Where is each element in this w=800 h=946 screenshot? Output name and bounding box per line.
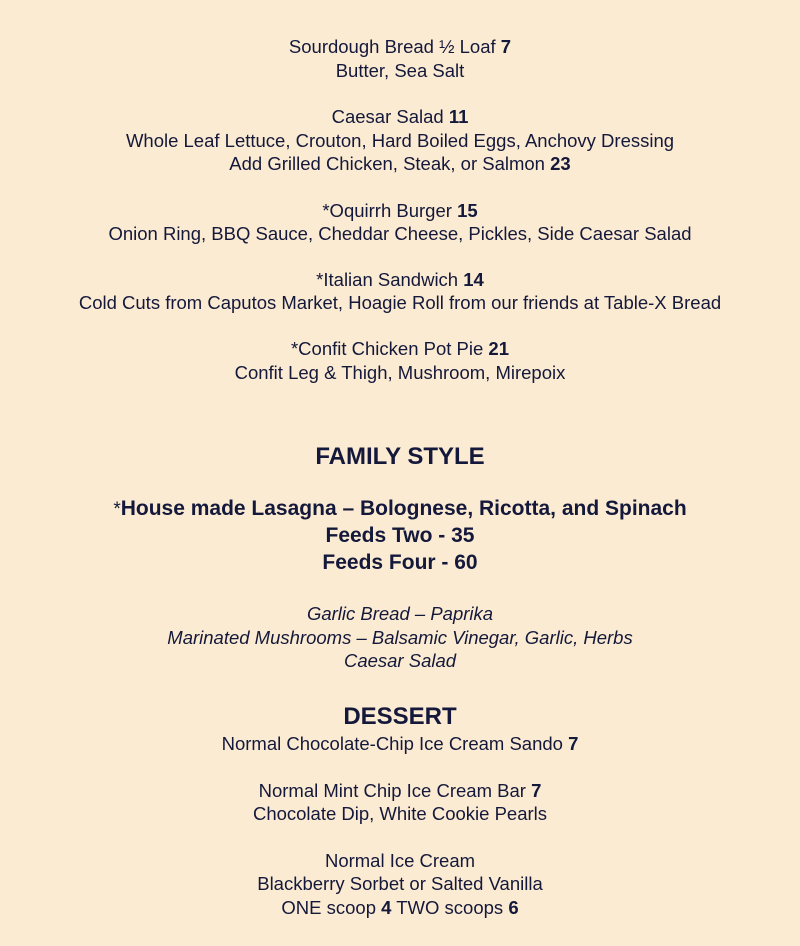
item-description: Confit Leg & Thigh, Mushroom, Mirepoix	[234, 362, 566, 383]
dessert-item-title	[0, 732, 800, 756]
one-scoop-price: 4	[381, 897, 392, 918]
menu-item-title	[0, 35, 800, 59]
family-style-heading: FAMILY STYLE	[315, 443, 485, 470]
item-price: 14	[463, 269, 484, 290]
feeds-four: Feeds Four - 60	[322, 551, 478, 574]
item-name: Caesar Salad	[331, 106, 444, 127]
side-item: Garlic Bread – Paprika	[306, 603, 494, 624]
asterisk: *	[113, 499, 121, 520]
item-name: *Italian Sandwich	[316, 269, 459, 290]
dessert-item-title	[0, 779, 800, 803]
lasagna-name: House made Lasagna – Bolognese, Ricotta, and Spinach	[120, 497, 687, 520]
dessert-item-title: Normal Ice Cream	[324, 850, 476, 871]
item-price: 7	[531, 780, 542, 801]
item-description: Blackberry Sorbet or Salted Vanilla	[257, 873, 543, 894]
item-description: Butter, Sea Salt	[335, 60, 465, 81]
item-price: 7	[568, 733, 579, 754]
item-name: *Oquirrh Burger	[322, 200, 452, 221]
addon-price: 23	[550, 153, 571, 174]
scoop-pricing	[0, 896, 800, 920]
menu-item-title	[0, 337, 800, 361]
item-description: Chocolate Dip, White Cookie Pearls	[252, 803, 548, 824]
item-name: *Confit Chicken Pot Pie	[290, 338, 484, 359]
dessert-heading: DESSERT	[343, 703, 457, 730]
item-price: 11	[448, 106, 469, 127]
side-item: Marinated Mushrooms – Balsamic Vinegar, Garlic, Herbs	[167, 627, 633, 648]
item-price: 21	[488, 338, 509, 359]
addon-text: Add Grilled Chicken, Steak, or Salmon	[229, 153, 545, 174]
two-scoops-label: TWO scoops	[396, 897, 504, 918]
item-name: Normal Mint Chip Ice Cream Bar	[258, 780, 526, 801]
side-item: Caesar Salad	[343, 650, 457, 671]
two-scoops-price: 6	[508, 897, 519, 918]
item-name: Sourdough Bread ½ Loaf	[288, 36, 496, 57]
item-description: Onion Ring, BBQ Sauce, Cheddar Cheese, Pickles, Side Caesar Salad	[108, 223, 692, 244]
one-scoop-label: ONE scoop	[281, 897, 376, 918]
menu-item-title	[0, 268, 800, 292]
item-name: Normal Chocolate-Chip Ice Cream Sando	[221, 733, 563, 754]
item-description: Cold Cuts from Caputos Market, Hoagie Roll from our friends at Table-X Bread	[78, 292, 722, 313]
menu-item-title	[0, 105, 800, 129]
item-addon	[0, 152, 800, 176]
feeds-two: Feeds Two - 35	[325, 524, 475, 547]
item-description: Whole Leaf Lettuce, Crouton, Hard Boiled Eggs, Anchovy Dressing	[125, 130, 675, 151]
menu-item-title	[0, 199, 800, 223]
lasagna-title	[0, 496, 800, 523]
item-price: 15	[457, 200, 478, 221]
item-price: 7	[500, 36, 512, 57]
